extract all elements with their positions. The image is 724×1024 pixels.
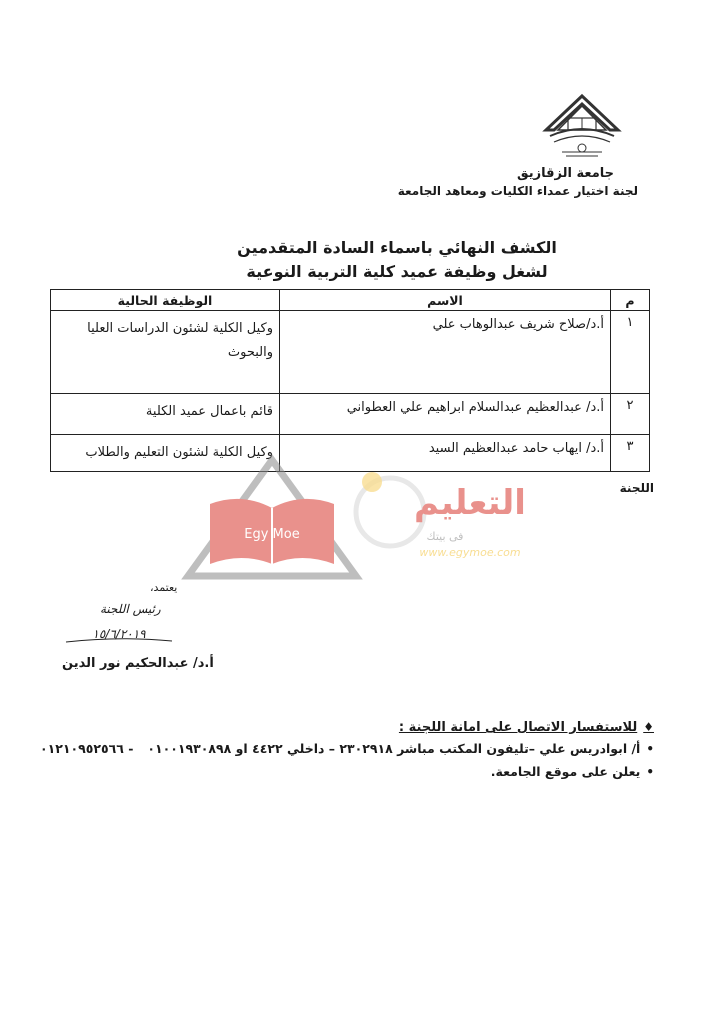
watermark-site: www.egymoe.com — [419, 546, 521, 559]
candidate-position: قائم باعمال عميد الكلية — [51, 394, 280, 435]
candidate-name: أ.د/ عبدالعظيم عبدالسلام ابراهيم علي العطواني — [280, 394, 611, 435]
contact-mobile: - ٠١٢١٠٩٥٢٥٦٦ — [40, 741, 134, 756]
university-logo-icon — [540, 92, 624, 164]
contact-line — [40, 741, 654, 756]
signature-date — [64, 622, 174, 646]
signature-date-text: ١٥/٦/٢٠١٩ — [92, 627, 146, 641]
candidate-position: وكيل الكلية لشئون الدراسات العليا والبحوث — [51, 311, 280, 394]
approval-note: يعتمد، — [150, 581, 178, 594]
table-row — [51, 394, 650, 435]
contact-title — [399, 720, 654, 735]
watermark-brand: التعليم — [414, 483, 526, 523]
committee-name: لجنة اختيار عمداء الكليات ومعاهد الجامعة — [397, 184, 638, 198]
col-header-number: م — [611, 290, 650, 311]
candidate-name: أ.د/صلاح شريف عبدالوهاب علي — [280, 311, 611, 394]
contact-title-text: للاستفسار الاتصال على امانة اللجنة : — [398, 720, 638, 735]
contact-details: أ/ ابوادريس علي –تليفون المكتب مباشر ٢٣٠٢٩١٨ – داخلي ٤٤٢٢ او ٠١٠٠١٩٣٠٨٩٨ — [147, 741, 641, 756]
row-number: ٣ — [611, 435, 650, 472]
announcement — [491, 764, 654, 779]
bullet-icon: • — [646, 742, 654, 756]
child-figure-icon — [362, 472, 382, 492]
col-header-name: الاسم — [280, 290, 611, 311]
watermark — [180, 452, 550, 584]
candidates-table — [50, 289, 650, 472]
book-triangle-icon — [188, 460, 356, 576]
committee-label: اللجنة — [619, 481, 654, 495]
candidate-position: وكيل الكلية لشئون التعليم والطلاب — [51, 435, 280, 472]
table-row — [51, 311, 650, 394]
university-name: جامعة الزقازيق — [517, 166, 614, 181]
document-subtitle: لشغل وظيفة عميد كلية التربية النوعية — [246, 262, 548, 281]
announcement-text: يعلن على موقع الجامعة. — [490, 764, 641, 779]
watermark-book-label: Egy Moe — [244, 527, 300, 542]
bullet-icon: • — [646, 765, 654, 779]
chair-title: رئيس اللجنة — [100, 602, 161, 616]
candidate-name: أ.د/ ايهاب حامد عبدالعظيم السيد — [280, 435, 611, 472]
col-header-position: الوظيفة الحالية — [51, 290, 280, 311]
row-number: ١ — [611, 311, 650, 394]
row-number: ٢ — [611, 394, 650, 435]
table-header-row — [51, 290, 650, 311]
watermark-tagline: فى بيتك — [426, 530, 464, 543]
chair-name: أ.د/ عبدالحكيم نور الدين — [62, 656, 214, 671]
bullet-icon: ♦ — [643, 720, 654, 734]
document-title: الكشف النهائي باسماء السادة المتقدمين — [237, 238, 557, 257]
